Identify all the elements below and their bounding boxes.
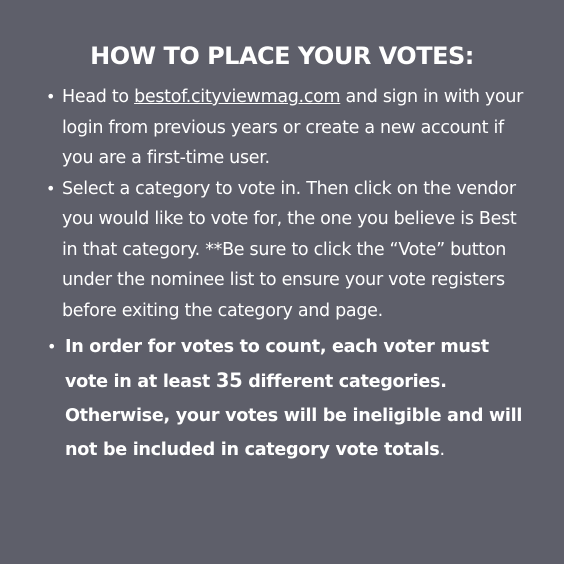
website-link[interactable]: bestof.cityviewmag.com: [134, 87, 341, 107]
item-text-pre: Head to: [62, 87, 135, 107]
instructions-list: [44, 82, 524, 467]
list-item-eligibility-rule: [44, 330, 524, 467]
item-text-post: and sign in with your login from previous years or create a new account if you are a first-time user.: [62, 87, 524, 168]
item-text: Select a category to vote in. Then click on the vendor you would like to vote for, the one you believe is Best in that category. **Be sure to click the “Vote” button under the nominee list to ensure your vote registers before exiting the category and page.: [62, 178, 517, 321]
item-text-post: different categories. Otherwise, your votes will be ineligible and will not be included in category vote totals: [65, 372, 523, 460]
list-item-sign-in: [44, 82, 524, 174]
item-text-pre: In order for votes to count, each voter must vote in at least: [65, 337, 489, 392]
bullet-icon: •: [46, 178, 56, 198]
category-minimum-number: 35: [215, 369, 243, 392]
bullet-icon: •: [47, 337, 57, 356]
item-text-end: .: [439, 440, 445, 460]
list-item-select-category: [44, 174, 524, 327]
instructions-heading: HOW TO PLACE YOUR VOTES:: [90, 42, 474, 70]
bullet-icon: •: [46, 87, 56, 106]
